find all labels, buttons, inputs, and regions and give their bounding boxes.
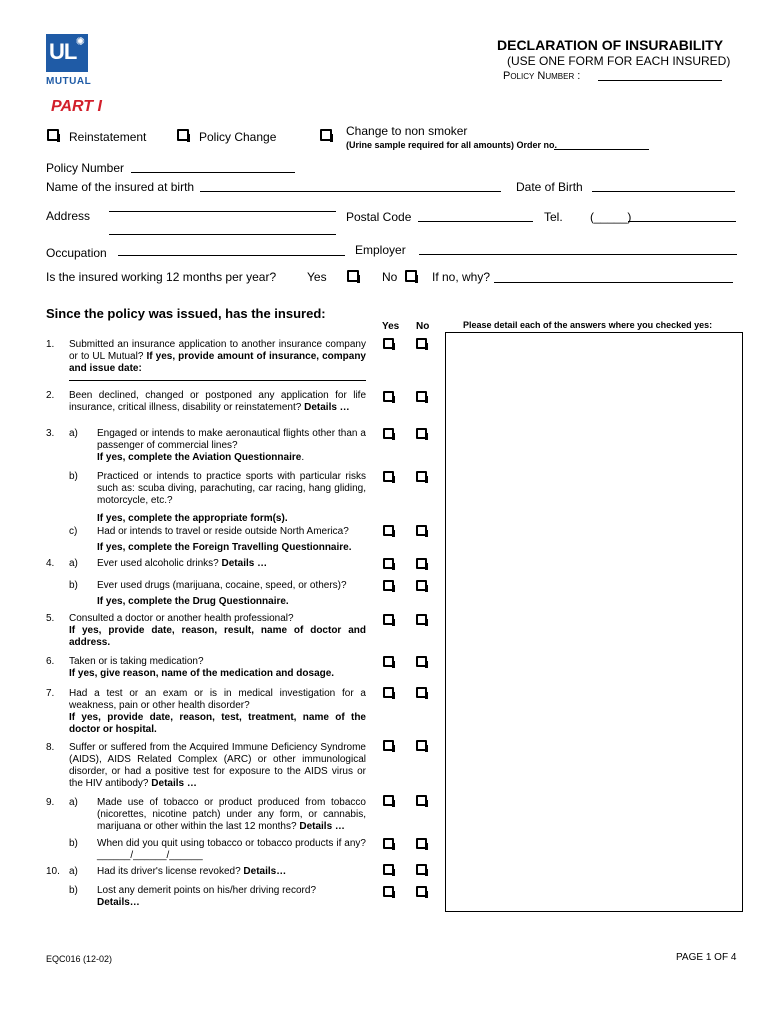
q3c-no-checkbox[interactable] (416, 525, 427, 536)
q6-instruction: If yes, give reason, name of the medication and dosage. (69, 668, 335, 679)
working-yes-label: Yes (307, 270, 327, 284)
address-label: Address (46, 209, 91, 223)
q9a-no-checkbox[interactable] (416, 795, 427, 806)
q3b-instruction: If yes, complete the appropriate form(s). (97, 513, 288, 524)
q7-text (69, 688, 366, 736)
q4b-letter: b) (69, 580, 78, 591)
q3c-instruction: If yes, complete the Foreign Travelling Questionnaire. (97, 542, 352, 553)
q9b-letter: b) (69, 838, 78, 849)
q8-yes-checkbox[interactable] (383, 740, 394, 751)
working-yes-checkbox[interactable] (347, 270, 359, 282)
q4b-question: Ever used drugs (marijuana, cocaine, speed, or others)? (97, 580, 347, 591)
q10a-text (97, 866, 366, 878)
q9a-text (97, 797, 366, 833)
q8-instruction: Details … (151, 778, 197, 789)
q3c-text (97, 526, 366, 554)
q4b-no-checkbox[interactable] (416, 580, 427, 591)
q1-answer-line[interactable] (69, 380, 366, 381)
address-input-line2[interactable] (109, 234, 336, 235)
q9b-yes-checkbox[interactable] (383, 838, 394, 849)
date-of-birth-label: Date of Birth (516, 180, 583, 194)
q10b-letter: b) (69, 885, 78, 896)
policy-change-checkbox[interactable] (177, 129, 189, 141)
q6-question: Taken or is taking medication? (69, 656, 204, 667)
q4a-letter: a) (69, 558, 78, 569)
tel-label: Tel. (544, 210, 563, 224)
policy-number-input[interactable] (131, 172, 295, 173)
employer-label: Employer (355, 243, 406, 257)
q3a-letter: a) (69, 428, 78, 439)
urine-note: (Urine sample required for all amounts) Order no. (346, 140, 558, 150)
q3a-text: Engaged or intends to make aeronautical flights other than a passenger of commercial lines? If yes, complete the Aviation Questionnaire. (97, 428, 366, 463)
q10a-instruction: Details… (243, 866, 287, 877)
form-title: DECLARATION OF INSURABILITY (497, 37, 724, 53)
q7-no-checkbox[interactable] (416, 687, 427, 698)
tel-input[interactable] (628, 221, 736, 222)
tel-area-code[interactable]: (_____) (590, 210, 632, 224)
q2-instruction: Details … (304, 402, 350, 413)
form-subtitle: (USE ONE FORM FOR EACH INSURED) (507, 54, 731, 68)
q7-instruction: If yes, provide date, reason, test, treatment, name of the doctor or hospital. (69, 712, 366, 735)
logo-mark (46, 34, 88, 72)
q3a-no-checkbox[interactable] (416, 428, 427, 439)
details-box[interactable] (445, 332, 743, 912)
q1-text (69, 339, 366, 375)
q1-instruction: If yes, provide amount of insurance, company and issue date: (69, 351, 366, 374)
name-at-birth-label: Name of the insured at birth (46, 180, 195, 194)
working-no-label: No (382, 270, 398, 284)
postal-code-label: Postal Code (346, 210, 412, 224)
header-policy-number-input[interactable] (598, 80, 722, 81)
q4b-instruction: If yes, complete the Drug Questionnaire. (97, 596, 289, 607)
form-code: EQC016 (12-02) (46, 954, 113, 964)
q2-yes-checkbox[interactable] (383, 391, 394, 402)
q9a-instruction: Details … (299, 821, 345, 832)
employer-input[interactable] (419, 254, 737, 255)
q5-question: Consulted a doctor or another health professional? (69, 613, 294, 624)
q5-no-checkbox[interactable] (416, 614, 427, 625)
q10a-letter: a) (69, 866, 78, 877)
reinstatement-label: Reinstatement (69, 130, 147, 144)
company-logo (46, 34, 92, 90)
q2-question: Been declined, changed or postponed any application for life insurance, critical illness, disability or reinstatement? (69, 390, 366, 413)
q4a-yes-checkbox[interactable] (383, 558, 394, 569)
q3c-letter: c) (69, 526, 78, 537)
q7-yes-checkbox[interactable] (383, 687, 394, 698)
q8-text (69, 742, 366, 790)
logo-text-mutual: MUTUAL (46, 76, 92, 87)
q9a-letter: a) (69, 797, 78, 808)
address-input-line1[interactable] (109, 211, 336, 212)
q10-number: 10. (46, 866, 60, 877)
q1-no-checkbox[interactable] (416, 338, 427, 349)
q3c-question: Had or intends to travel or reside outside North America? (97, 526, 349, 537)
q9b-text: When did you quit using tobacco or tobacco products if any? ______/______/______ (97, 838, 366, 861)
section-heading: Since the policy was issued, has the insured: (46, 306, 326, 321)
q5-number: 5. (46, 613, 55, 624)
part-label: PART I (51, 98, 102, 115)
q8-question: Suffer or suffered from the Acquired Immune Deficiency Syndrome (AIDS), AIDS Related Complex (ARC) or other immunological disorder, or had a positive test for exposure to the AIDS virus or the HIV antibody? (69, 742, 366, 789)
q1-yes-checkbox[interactable] (383, 338, 394, 349)
q4a-no-checkbox[interactable] (416, 558, 427, 569)
q3a-yes-checkbox[interactable] (383, 428, 394, 439)
q4-number: 4. (46, 558, 55, 569)
sun-icon: ✺ (75, 36, 85, 48)
page-number: PAGE 1 OF 4 (676, 952, 737, 963)
q3a-instruction: If yes, complete the Aviation Questionnaire (97, 452, 302, 463)
name-at-birth-input[interactable] (200, 191, 501, 192)
q4a-question: Ever used alcoholic drinks? (97, 558, 219, 569)
q6-yes-checkbox[interactable] (383, 656, 394, 667)
q10b-instruction: Details… (97, 897, 140, 908)
non-smoker-label: Change to non smoker (346, 124, 468, 138)
q3a-question: Engaged or intends to make aeronautical flights other than a passenger of commercial lines? (97, 428, 366, 451)
q4a-instruction: Details … (221, 558, 268, 569)
q10a-yes-checkbox[interactable] (383, 864, 394, 875)
header-policy-number-label: Policy Number : (503, 70, 581, 82)
if-no-why-label: If no, why? (432, 270, 491, 284)
q4b-yes-checkbox[interactable] (383, 580, 394, 591)
occupation-label: Occupation (46, 246, 107, 260)
q7-number: 7. (46, 688, 55, 699)
q2-no-checkbox[interactable] (416, 391, 427, 402)
occupation-input[interactable] (118, 255, 345, 256)
q4a-text (97, 558, 366, 570)
q1-question: Submitted an insurance application to another insurance company or to UL Mutual? (69, 339, 366, 362)
q3c-yes-checkbox[interactable] (383, 525, 394, 536)
yes-column-header: Yes (382, 321, 400, 332)
q6-text (69, 656, 366, 680)
q10b-no-checkbox[interactable] (416, 886, 427, 897)
q1-number: 1. (46, 339, 55, 350)
date-of-birth-input[interactable] (592, 191, 735, 192)
q2-text (69, 390, 366, 414)
q10a-question: Had its driver's license revoked? (97, 866, 241, 877)
q10b-question: Lost any demerit points on his/her driving record? (97, 885, 317, 896)
q3b-text (97, 471, 366, 525)
q3-number: 3. (46, 428, 55, 439)
q10a-no-checkbox[interactable] (416, 864, 427, 875)
q6-number: 6. (46, 656, 55, 667)
working-no-checkbox[interactable] (405, 270, 417, 282)
q9-number: 9. (46, 797, 55, 808)
no-column-header: No (416, 321, 430, 332)
q3b-letter: b) (69, 471, 78, 482)
q8-number: 8. (46, 742, 55, 753)
q2-number: 2. (46, 390, 55, 401)
working-question: Is the insured working 12 months per year? (46, 270, 277, 284)
q9a-yes-checkbox[interactable] (383, 795, 394, 806)
policy-change-label: Policy Change (199, 130, 277, 144)
if-no-why-input[interactable] (494, 282, 733, 283)
q3b-no-checkbox[interactable] (416, 471, 427, 482)
q3b-question: Practiced or intends to practice sports with particular risks such as: scuba diving, parachuting, car racing, hang gliding, motorcycle, etc.? (97, 471, 366, 506)
q4b-text (97, 580, 366, 608)
q3b-yes-checkbox[interactable] (383, 471, 394, 482)
order-number-input[interactable] (554, 149, 649, 150)
postal-code-input[interactable] (418, 221, 533, 222)
policy-number-label: Policy Number (46, 161, 125, 175)
q9b-no-checkbox[interactable] (416, 838, 427, 849)
detail-heading: Please detail each of the answers where you checked yes: (463, 320, 713, 330)
q5-yes-checkbox[interactable] (383, 614, 394, 625)
reinstatement-checkbox[interactable] (47, 129, 59, 141)
q10b-yes-checkbox[interactable] (383, 886, 394, 897)
q9a-question: Made use of tobacco or product produced from tobacco (nicorettes, nicotine patch) under any form, or cannabis, marijuana or other within the last 12 months? (97, 797, 366, 832)
q8-no-checkbox[interactable] (416, 740, 427, 751)
q5-text (69, 613, 366, 649)
q10b-text (97, 885, 366, 909)
q7-question: Had a test or an exam or is in medical investigation for a weakness, pain or other health disorder? (69, 688, 366, 711)
logo-text-ul: UL (49, 39, 77, 64)
q6-no-checkbox[interactable] (416, 656, 427, 667)
non-smoker-checkbox[interactable] (320, 129, 332, 141)
q5-instruction: If yes, provide date, reason, result, name of doctor and address. (69, 625, 366, 648)
